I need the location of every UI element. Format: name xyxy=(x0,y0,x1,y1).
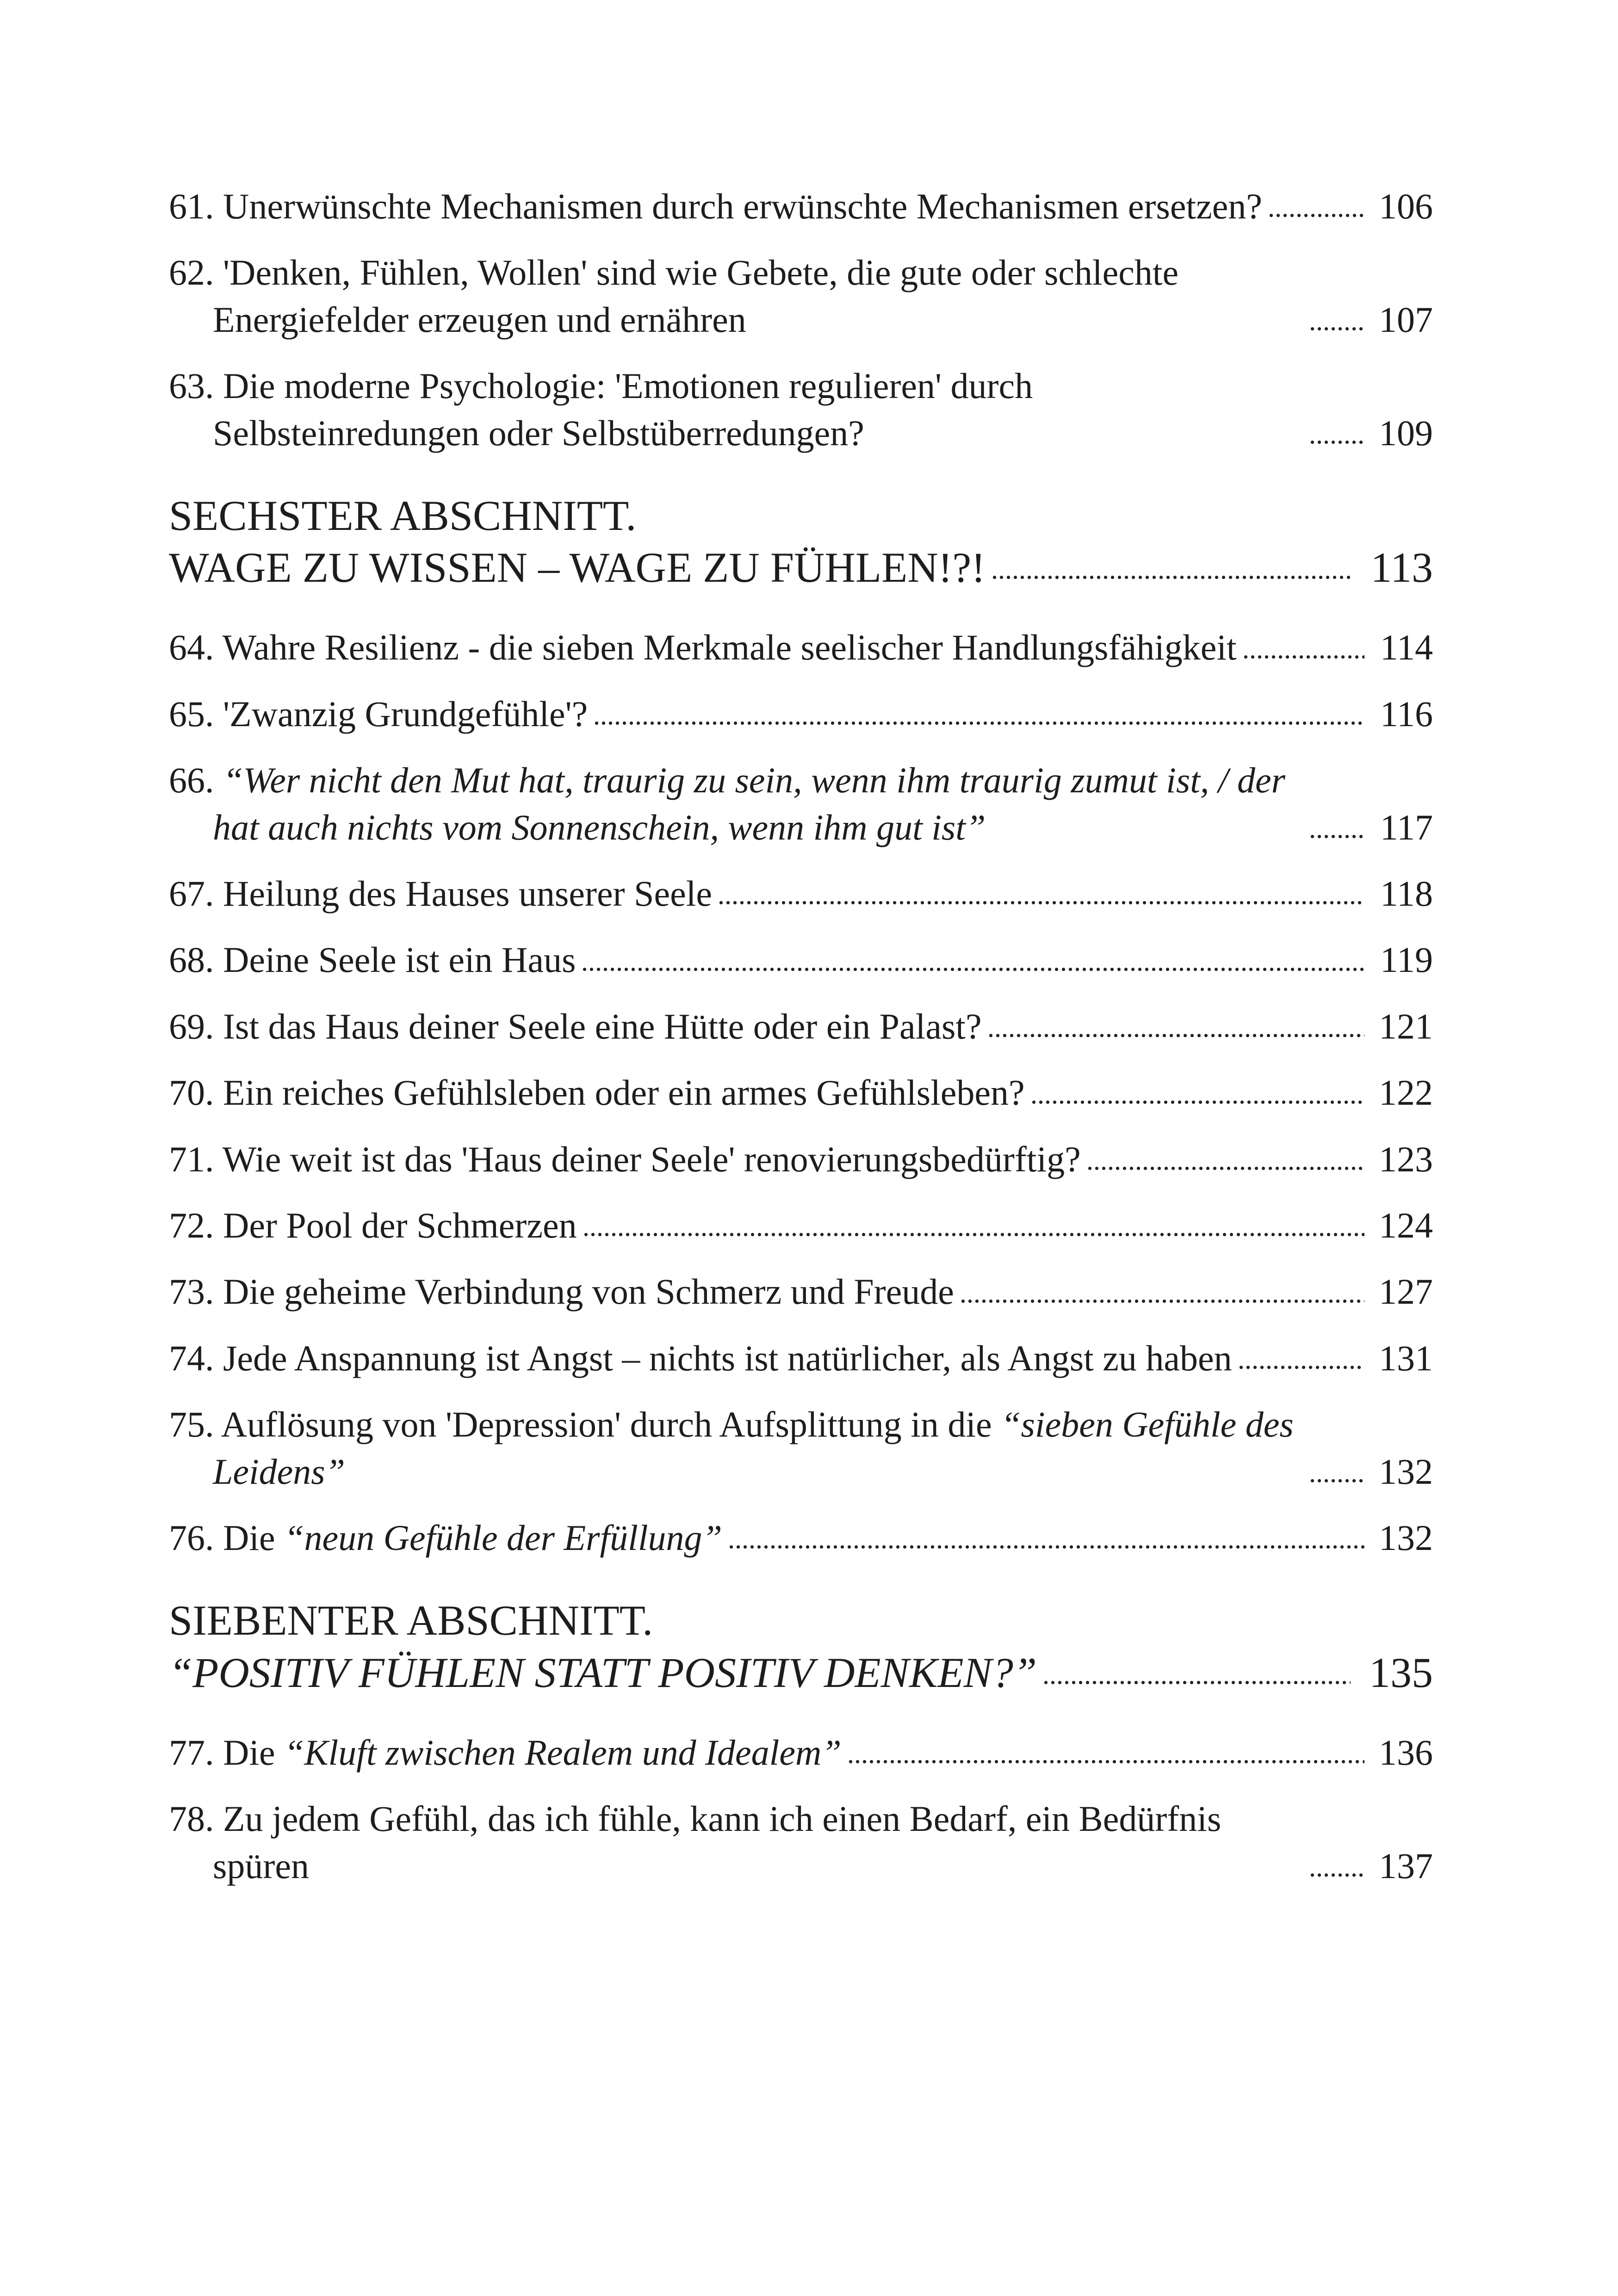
toc-entry-title xyxy=(169,1514,722,1561)
toc-entry-text: Unerwünschte Mechanismen durch erwünschte Mechanismen ersetzen? xyxy=(223,186,1262,226)
toc-entry-title xyxy=(169,691,588,737)
dot-leader xyxy=(1238,1365,1364,1369)
toc-page-number: 107 xyxy=(1379,299,1433,340)
toc-page-number: 123 xyxy=(1379,1139,1433,1179)
toc-entry-title xyxy=(169,1335,1232,1381)
toc-entry xyxy=(169,1069,1433,1116)
dot-leader xyxy=(1309,1479,1364,1483)
toc-entry-number: 62. xyxy=(169,252,214,293)
toc-page-number: 136 xyxy=(1379,1732,1433,1773)
toc-entry-number: 67. xyxy=(169,873,214,914)
toc-entry-number: 70. xyxy=(169,1072,214,1113)
toc-entry xyxy=(169,1335,1433,1381)
toc-entry-number: 71. xyxy=(169,1139,214,1179)
toc-entry-title xyxy=(169,870,712,917)
dot-leader xyxy=(1309,327,1364,331)
toc-entry-number: 65. xyxy=(169,693,214,734)
toc-entry-title xyxy=(169,1069,1025,1116)
toc-entry-text-italic: “neun Gefühle der Erfüllung” xyxy=(284,1517,722,1558)
toc-entry xyxy=(169,1003,1433,1050)
toc-page-number: 118 xyxy=(1380,873,1433,914)
toc-page-number: 106 xyxy=(1379,186,1433,226)
toc-entry-title xyxy=(169,1729,842,1776)
toc-entry-title xyxy=(169,249,1303,343)
toc-page-number: 127 xyxy=(1379,1271,1433,1312)
toc-entry-text: Wie weit ist das 'Haus deiner Seele' renovierungsbedürftig? xyxy=(222,1139,1081,1179)
toc-entry-title xyxy=(169,1268,954,1315)
toc-entry xyxy=(169,1514,1433,1561)
dot-leader xyxy=(583,1232,1364,1237)
toc-entry-text: Heilung des Hauses unserer Seele xyxy=(223,873,712,914)
toc-entry xyxy=(169,1136,1433,1182)
dot-leader xyxy=(1242,655,1364,659)
toc-entry-text-italic: “sieben Gefühle des Leidens” xyxy=(213,1404,1294,1492)
toc-entry xyxy=(169,183,1433,230)
toc-page-number: 109 xyxy=(1379,412,1433,453)
toc-entry-number: 76. xyxy=(169,1517,214,1558)
toc-section-row xyxy=(169,1647,1433,1699)
dot-leader xyxy=(847,1760,1364,1764)
dot-leader xyxy=(1309,834,1364,839)
toc-entry-number: 69. xyxy=(169,1006,214,1046)
toc-section-page-number: 113 xyxy=(1370,544,1433,591)
toc-entry-number: 73. xyxy=(169,1271,214,1312)
toc-entry-number: 61. xyxy=(169,186,214,226)
toc-entry xyxy=(169,936,1433,983)
toc-entry-title xyxy=(169,624,1237,671)
toc-entry-title xyxy=(169,1202,577,1249)
toc-entry xyxy=(169,249,1433,343)
toc-section xyxy=(169,490,1433,593)
toc-section-page-number: 135 xyxy=(1369,1649,1433,1696)
toc-entry-text: Jede Anspannung ist Angst – nichts ist natürlicher, als Angst zu haben xyxy=(223,1338,1232,1378)
toc-page-number: 116 xyxy=(1380,693,1433,734)
toc-entry xyxy=(169,870,1433,917)
toc-entry-number: 77. xyxy=(169,1732,214,1773)
toc-entry-text: Auflösung von 'Depression' durch Aufsplittung in die xyxy=(221,1404,1001,1445)
toc-entry xyxy=(169,362,1433,456)
toc-entry xyxy=(169,1795,1433,1889)
dot-leader xyxy=(593,721,1364,725)
toc-entry-number: 66. xyxy=(169,760,214,801)
dot-leader xyxy=(1309,1873,1364,1877)
toc-entry xyxy=(169,1202,1433,1249)
toc-section-title-line2: “POSITIV FÜHLEN STATT POSITIV DENKEN?” xyxy=(169,1649,1037,1696)
toc-section xyxy=(169,1594,1433,1698)
toc-entry xyxy=(169,624,1433,671)
toc-entry-title xyxy=(169,757,1303,851)
toc-entry-title xyxy=(169,1003,982,1050)
dot-leader xyxy=(718,901,1364,905)
dot-leader xyxy=(991,575,1351,579)
toc-entry xyxy=(169,757,1433,851)
toc-entry-title xyxy=(169,1401,1303,1495)
toc-entry-text: 'Denken, Fühlen, Wollen' sind wie Gebete, die gute oder schlechte Energiefelder erzeugen und ernähren xyxy=(213,252,1179,340)
toc-entry-text: Ein reiches Gefühlsleben oder ein armes Gefühlsleben? xyxy=(223,1072,1025,1113)
toc-entry-number: 72. xyxy=(169,1205,214,1245)
toc-entry-number: 68. xyxy=(169,940,214,980)
dot-leader xyxy=(581,967,1364,971)
toc-section-title-line1: SIEBENTER ABSCHNITT. xyxy=(169,1597,653,1644)
dot-leader xyxy=(728,1545,1364,1549)
toc-entry xyxy=(169,1729,1433,1776)
dot-leader xyxy=(987,1033,1364,1038)
dot-leader xyxy=(1086,1166,1364,1170)
toc-entry-text: Ist das Haus deiner Seele eine Hütte oder ein Palast? xyxy=(223,1006,982,1046)
toc-section-title-line1: SECHSTER ABSCHNITT. xyxy=(169,492,637,539)
toc-page-number: 132 xyxy=(1379,1517,1433,1558)
toc-entry-title xyxy=(169,936,576,983)
toc-entry-text: Wahre Resilienz - die sieben Merkmale seelischer Handlungsfähigkeit xyxy=(222,627,1237,668)
dot-leader xyxy=(1309,440,1364,444)
toc-page-number: 121 xyxy=(1379,1006,1433,1046)
toc-entry-number: 74. xyxy=(169,1338,214,1378)
toc-entry-number: 63. xyxy=(169,366,214,406)
dot-leader xyxy=(1030,1100,1364,1104)
toc-page-number: 117 xyxy=(1380,807,1433,847)
toc-page-number: 132 xyxy=(1379,1451,1433,1492)
dot-leader xyxy=(1268,213,1364,218)
toc-page-number: 122 xyxy=(1379,1072,1433,1113)
toc-page-number: 124 xyxy=(1379,1205,1433,1245)
toc-entry-number: 78. xyxy=(169,1798,214,1839)
toc-entry-text: 'Zwanzig Grundgefühle'? xyxy=(223,693,588,734)
toc-page-number: 114 xyxy=(1380,627,1433,668)
toc-entry xyxy=(169,1268,1433,1315)
toc-entry-title xyxy=(169,1136,1081,1182)
toc-page-number: 131 xyxy=(1379,1338,1433,1378)
toc-entry-text: Die xyxy=(223,1517,285,1558)
toc-section-title-line2: WAGE ZU WISSEN – WAGE ZU FÜHLEN!?! xyxy=(169,544,986,591)
toc-entry-text: Die moderne Psychologie: 'Emotionen regulieren' durch Selbsteinredungen oder Selbstüberredungen? xyxy=(213,366,1033,453)
toc-entry-text: Deine Seele ist ein Haus xyxy=(223,940,576,980)
toc-entry-title xyxy=(169,362,1303,456)
toc-entry xyxy=(169,691,1433,737)
toc-entry-title xyxy=(169,183,1262,230)
toc-entry-number: 75. xyxy=(169,1404,214,1445)
toc-entry xyxy=(169,1401,1433,1495)
toc-entry-text-italic: “Kluft zwischen Realem und Idealem” xyxy=(284,1732,842,1773)
toc-section-row xyxy=(169,541,1433,593)
toc-page-number: 119 xyxy=(1380,940,1433,980)
toc-entry-number: 64. xyxy=(169,627,214,668)
dot-leader xyxy=(960,1299,1364,1303)
toc-page-number: 137 xyxy=(1379,1845,1433,1886)
toc-entry-text: Zu jedem Gefühl, das ich fühle, kann ich einen Bedarf, ein Bedürfnis spüren xyxy=(213,1798,1221,1886)
dot-leader xyxy=(1042,1680,1351,1685)
toc-entry-text-italic: “Wer nicht den Mut hat, traurig zu sein, wenn ihm traurig zumut ist, / der hat auch nichts vom Sonnenschein, wenn ihm gut ist” xyxy=(213,760,1286,847)
toc-entry-text: Die geheime Verbindung von Schmerz und Freude xyxy=(223,1271,954,1312)
toc-entry-text: Die xyxy=(223,1732,285,1773)
toc-entry-title xyxy=(169,1795,1303,1889)
toc-entry-text: Der Pool der Schmerzen xyxy=(223,1205,577,1245)
